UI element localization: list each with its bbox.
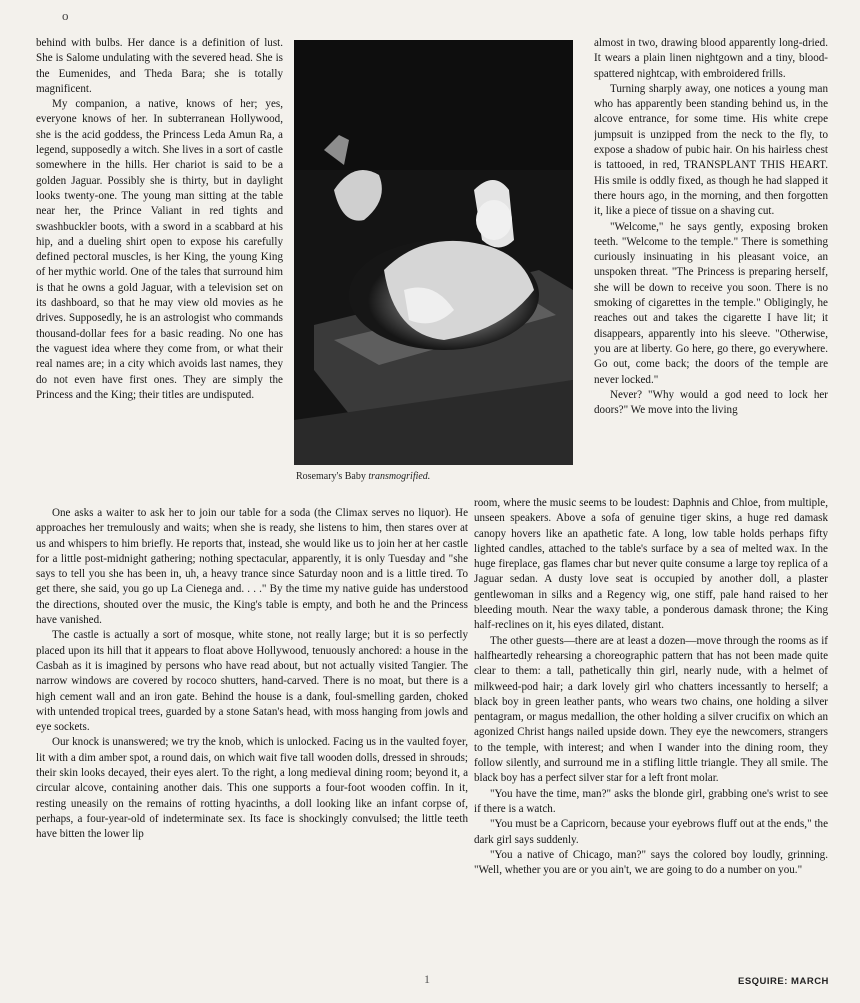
- photo-image: [294, 40, 573, 465]
- page-number: 1: [424, 972, 430, 986]
- bottom-right-column: [474, 496, 828, 928]
- photo-caption: [296, 471, 576, 482]
- bottom-left-column: [36, 506, 468, 928]
- paragraph: The other guests—there are at least a dozen—move through the rooms as if halfheartedly rehearsing a choreographic pattern that has not been made quite clear to them: a tall, pathetically thin girl, nearly nude, with a helmet of milkweed-pod hair; a dark lovely girl who chatters incessantly to herself; a black boy in green leather pants, who wears two chains, one holding a silver pentagram, or magus medallion, the other holding a silver crucifix on which an agonized Christ hangs nailed upside down. They eye the newcomers, strangers to the temple, with interest; and when I wander into the dining room, they follow silently, and surround me in a stifling little triangle. They all smile. The black boy has a perfect silver star for a left front molar.: [474, 634, 828, 785]
- paragraph: "You have the time, man?" asks the blonde girl, grabbing one's wrist to see if there is a watch.: [474, 787, 828, 815]
- caption-text: Rosemary's Baby: [296, 471, 366, 482]
- paragraph: My companion, a native, knows of her; yes, everyone knows of her. In subterranean Hollywood, she is the acid goddess, the Princess Leda Amun Ra, a legend, supposedly a witch. She lives in a sort of castle somewhere in the hills. Her chariot is said to be a golden Jaguar. Possibly she is thirty, but in daylight looks twenty-one. The young man sitting at the table near her, the Prince Valiant in red tights and swashbuckler boots, with a sword in a scabbard at his hip, and a dueling shirt open to expose his carefully defined pectoral muscles, is her King, the young King of her mythic world. One of the tales that surround him is that he owns a gold Jaguar, with a television set on its dashboard, so that he may view old movies as he drives. Supposedly, he is an astrologist who commands thousand-dollar fees for a basic reading. No one has the vaguest idea where they come from, or what their real names are; in a city which avoids last names, they do not even have first ones. They are simply the Princess and the King; their titles are undisputed.: [36, 98, 283, 401]
- right-column: [594, 36, 828, 495]
- paragraph: Turning sharply away, one notices a young man who has apparently been standing behind us, in the alcove entrance, for some time. His white crepe jumpsuit is unzipped from the neck to the fly, to expose a shadow of pubic hair. On his hairless chest is tattooed, in red, TRANSPLANT THIS HEART. His smile is oddly fixed, as though he had slapped it there hours ago, in the morning, and then forgotten it, like a piece of tissue on a shaving cut.: [594, 82, 828, 218]
- caption-italic: transmogrified.: [368, 471, 431, 482]
- page-corner-mark: o: [62, 8, 69, 23]
- publication-footer: ESQUIRE: MARCH: [738, 976, 829, 987]
- paragraph: "You must be a Capricorn, because your eyebrows fluff out at the ends," the dark girl says suddenly.: [474, 818, 828, 846]
- paragraph: "You a native of Chicago, man?" says the colored boy loudly, grinning. "Well, whether you are or you ain't, we are going to do a number on you.": [474, 848, 828, 877]
- left-column: [36, 36, 283, 499]
- paragraph: One asks a waiter to ask her to join our table for a soda (the Climax serves no liquor). He approaches her tremulously and waits; when she is ready, she listens to him, then stares over at us and whispers to him briefly. He reports that, instead, she would like us to join her at her castle for a little post-midnight gathering; nothing spectacular, apparently, it is only Tuesday and "she says to tell you she has been in, uh, a heavy trance since Saturday noon and is a little tired. To get there, she said, you go up La Cienega and. . . ." By the time my native guide has understood the directions, shouted over the music, the King's table is empty, and both he and the Princess have vanished.: [36, 507, 468, 627]
- paragraph: behind with bulbs. Her dance is a definition of lust. She is Salome undulating with the severed head. She is the Eumenides, and Theda Bara; she is totally magnificent.: [36, 37, 283, 95]
- paragraph: almost in two, drawing blood apparently long-dried. It wears a plain linen nightgown and a tiny, blood-spattered nightcap, with embroidered frills.: [594, 37, 828, 80]
- paragraph: Our knock is unanswered; we try the knob, which is unlocked. Facing us in the vaulted foyer, lit with a dim amber spot, a round dais, on which wait five tall wooden dolls, dressed in shrouds; their skin looks decayed, their eyes alert. To the right, a long medieval dining room; beyond it, a circular alcove, containing another dais. This one supports a four-foot wooden coffin. In it, resting uneasily on the remains of rotting hyacinths, a doll looking like an infant corpse of, perhaps, a four-year-old of indeterminate sex. Its face is shockingly convulsed; the little teeth have bitten the lower lip: [36, 736, 468, 841]
- paragraph: Never? "Why would a god need to lock her doors?" We move into the living: [594, 388, 828, 417]
- paragraph: room, where the music seems to be loudest: Daphnis and Chloe, from multiple, unseen speakers. Above a sofa of genuine tiger skins, a huge red damask canopy hovers like an apathetic fate. A long, low table holds perhaps fifty lighted candles, attached to the table's surface by a sea of melted wax. In the huge fireplace, gas flames char but never quite consume a large toy replica of a Jaguar sedan. A dusty love seat is occupied by another doll, a plaster gentlewoman in silks and a Regency wig, one stiff, pale hand raised to her bleeding mouth. Near the waxy table, a ponderous damask throne; the King half-reclines on it, his eyes dilated, distant.: [474, 497, 828, 632]
- paragraph: The castle is actually a sort of mosque, white stone, not really large; but it is so perfectly placed upon its hill that it appears to float above Hollywood, tenuously anchored: a house in the Casbah as it is imagined by persons who have read about, but not actually visited Tangier. The narrow windows are covered by rococo shutters, hand-carved. There is no moat, but there is a high cement wall and an iron gate. Behind the house is a dank, foul-smelling garden, choked with untended tropical trees, guarded by a stone Satan's head, with moss hanging from jowls and eye sockets.: [36, 629, 468, 734]
- article-photo: [294, 40, 573, 465]
- paragraph: "Welcome," he says gently, exposing broken teeth. "Welcome to the temple." There is something curiously insinuating in his pleasant voice, an unspoken threat. "The Princess is preparing herself, she will be down to receive you soon. There is no smoking of cigarettes in the temple." Obligingly, he reaches out and takes the cigarette I have lit; it disappears, apparently into his sleeve. "Otherwise, you are at liberty. Go here, go there, go everywhere. Go out, come back; the doors of the temple are never locked.": [594, 220, 828, 386]
